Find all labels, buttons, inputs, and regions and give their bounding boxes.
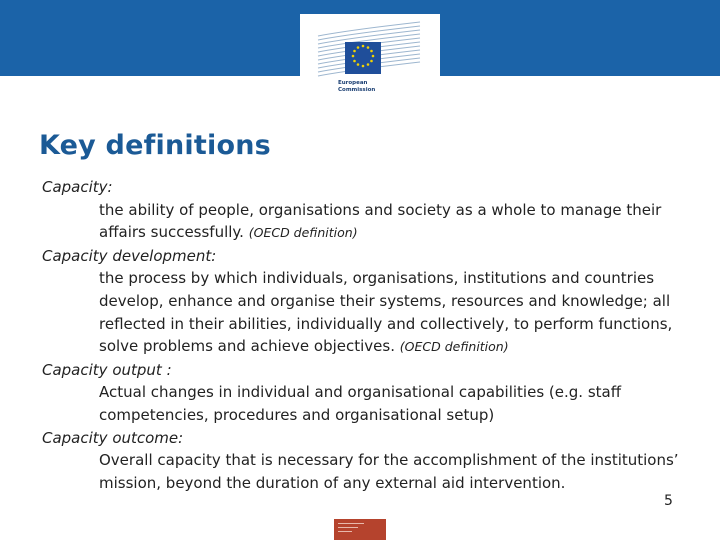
definition-source: (OECD definition) xyxy=(248,225,358,241)
footer-logo xyxy=(334,519,386,540)
european-commission-logo xyxy=(300,14,440,102)
definition-term: Capacity outcome: xyxy=(42,428,184,447)
page-number: 5 xyxy=(664,493,673,509)
definition-item xyxy=(42,245,682,359)
definition-text xyxy=(42,381,682,426)
definition-term: Capacity: xyxy=(42,178,113,196)
definition-source: (OECD definition) xyxy=(399,339,509,355)
definition-term: Capacity output : xyxy=(42,360,172,379)
berlaymont-building-icon xyxy=(310,20,428,82)
logo-line-european: European xyxy=(338,80,368,86)
definition-text xyxy=(42,199,682,245)
logo-line-commission: Commission xyxy=(338,86,376,93)
definition-text xyxy=(42,267,682,358)
definition-item xyxy=(42,176,682,245)
definition-item xyxy=(42,427,682,495)
definitions-list xyxy=(42,176,682,494)
page-title: Key definitions xyxy=(39,130,271,161)
definition-body: Overall capacity that is necessary for the accomplishment of the institutions’ mission, beyond the duration of any external aid intervention. xyxy=(99,451,679,492)
definition-body: the ability of people, organisations and society as a whole to manage their affairs successfully. xyxy=(99,200,662,242)
definition-body: the process by which individuals, organisations, institutions and countries develop, enhance and organise their systems, resources and knowledge; all reflected in their abilities, individually and collectively, to perform functions, solve problems and achieve objectives. xyxy=(99,269,673,356)
definition-text xyxy=(42,449,682,494)
logo-text xyxy=(338,80,375,93)
definition-item xyxy=(42,359,682,427)
definition-term: Capacity development: xyxy=(42,246,217,265)
definition-body: Actual changes in individual and organisational capabilities (e.g. staff competencies, procedures and organisational setup) xyxy=(99,383,622,424)
